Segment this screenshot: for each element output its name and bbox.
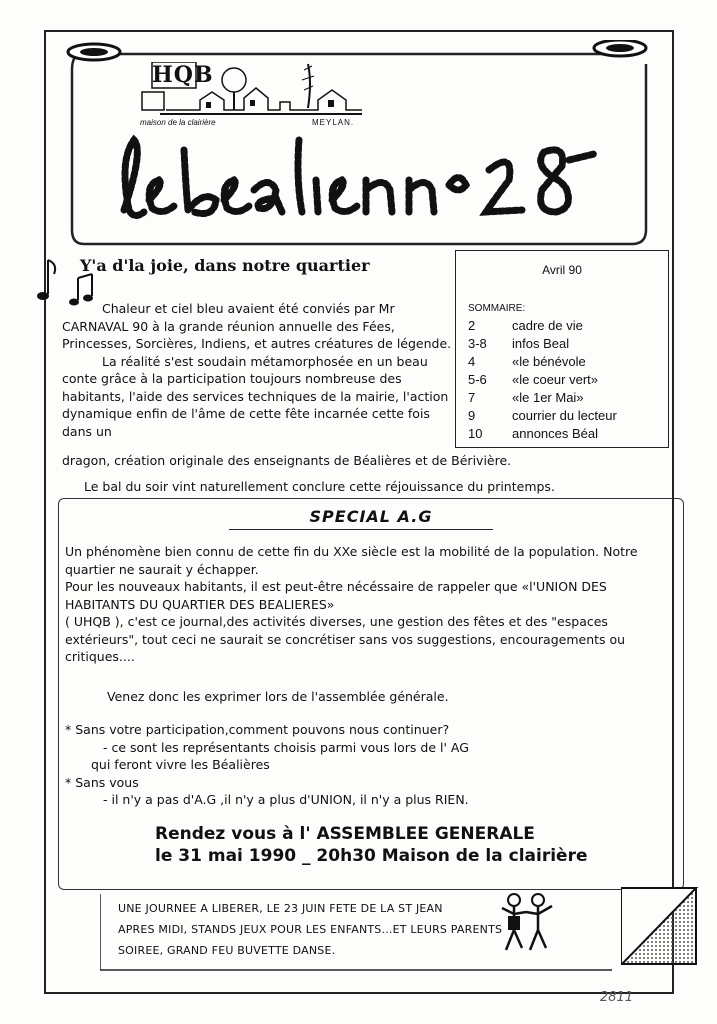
logo-text: HQB [152, 62, 214, 88]
toc-label: annonces Béal [512, 426, 599, 441]
special-question: * Sans votre participation,comment pouvons nous continuer? [65, 722, 450, 737]
article-tail [62, 452, 662, 495]
meeting-line: Rendez vous à l' ASSEMBLEE GENERALE [155, 824, 535, 844]
special-invite: Venez donc les exprimer lors de l'assemblée générale. [107, 689, 449, 704]
toc-item [468, 389, 617, 407]
footer-line: SOIREE, GRAND FEU BUVETTE DANSE. [118, 944, 336, 957]
toc-item [468, 425, 617, 443]
title-underline [229, 529, 493, 530]
special-answer: qui feront vivre les Béalières [91, 757, 270, 772]
toc-page: 2 [468, 318, 476, 333]
toc-label: «le bénévole [512, 354, 586, 369]
toc-label: infos Beal [512, 336, 570, 351]
toc-item [468, 407, 617, 425]
special-list [65, 721, 469, 809]
toc-page: 3-8 [468, 336, 487, 351]
toc-label: courrier du lecteur [512, 408, 617, 423]
logo-place: MEYLAN. [312, 118, 355, 127]
special-paragraph: Pour les nouveaux habitants, il est peut-être nécéssaire de rappeler que «l'UNION DES HABITANTS DU QUARTIER DES BEALIERES» [65, 579, 607, 612]
toc-list [468, 317, 617, 443]
special-paragraph: ( UHQB ), c'est ce journal,des activités diverses, une gestion des fêtes et des "espaces extérieurs", tout ceci ne saurait se concrétiser sans vos suggestions, encouragements ou critiques.... [65, 614, 626, 664]
special-answer: - ce sont les représentants choisis parmi vous lors de l' AG [103, 739, 469, 755]
footer-line: APRES MIDI, STANDS JEUX POUR LES ENFANTS...ET LEURS PARENTS [118, 923, 503, 936]
special-paragraph: Un phénomène bien connu de cette fin du XXe siècle est la mobilité de la population. Notre quartier ne saurait y échapper. [65, 544, 638, 577]
toc-page: 4 [468, 354, 476, 369]
article-title: Y'a d'la joie, dans notre quartier [80, 256, 370, 275]
table-of-contents [455, 250, 669, 448]
toc-page: 5-6 [468, 372, 487, 387]
special-body [65, 543, 670, 666]
article-paragraph: dragon, création originale des enseignants de Béalières et de Bérivière. [62, 453, 512, 468]
toc-heading: SOMMAIRE: [468, 303, 526, 314]
article-body [62, 300, 452, 440]
masthead-title [104, 130, 604, 230]
special-question: * Sans vous [65, 774, 139, 790]
meeting-announcement [155, 823, 588, 867]
toc-item [468, 371, 617, 389]
toc-item [468, 353, 617, 371]
article-paragraph: Le bal du soir vint naturellement conclure cette réjouissance du printemps. [84, 478, 555, 494]
article-paragraph: Chaleur et ciel bleu avaient été conviés par Mr CARNAVAL 90 à la grande réunion annuelle des Fées, Princesses, Sorcières, Indiens, et autres créatures de légende. [62, 301, 452, 351]
issue-date: Avril 90 [542, 263, 582, 277]
footer-announcement [118, 898, 502, 961]
article-paragraph: La réalité s'est soudain métamorphosée en un beau conte grâce à la participation toujours nombreuse des habitants, l'aide des services techniques de la mairie, l'action dynamique enfin de l'âme de cette fête incarnée cette fois dans un [62, 353, 449, 439]
page-curl-icon [618, 884, 700, 968]
special-title: SPECIAL A.G [309, 507, 433, 526]
toc-item [468, 317, 617, 335]
toc-label: cadre de vie [512, 318, 583, 333]
footer-line: UNE JOURNEE A LIBERER, LE 23 JUIN FETE DE LA ST JEAN [118, 902, 443, 915]
special-ag-box [58, 498, 684, 890]
toc-label: «le coeur vert» [512, 372, 598, 387]
toc-label: «le 1er Mai» [512, 390, 584, 405]
toc-page: 9 [468, 408, 476, 423]
archive-number: 2811 [600, 990, 634, 1005]
special-answer: - il n'y a pas d'A.G ,il n'y a plus d'UNION, il n'y a plus RIEN. [103, 792, 469, 807]
dancers-icon [494, 890, 560, 956]
meeting-line: le 31 mai 1990 _ 20h30 Maison de la clairière [155, 846, 588, 866]
logo-caption: maison de la clairière [140, 118, 216, 127]
toc-page: 10 [468, 426, 483, 441]
toc-page: 7 [468, 390, 476, 405]
toc-item [468, 335, 617, 353]
